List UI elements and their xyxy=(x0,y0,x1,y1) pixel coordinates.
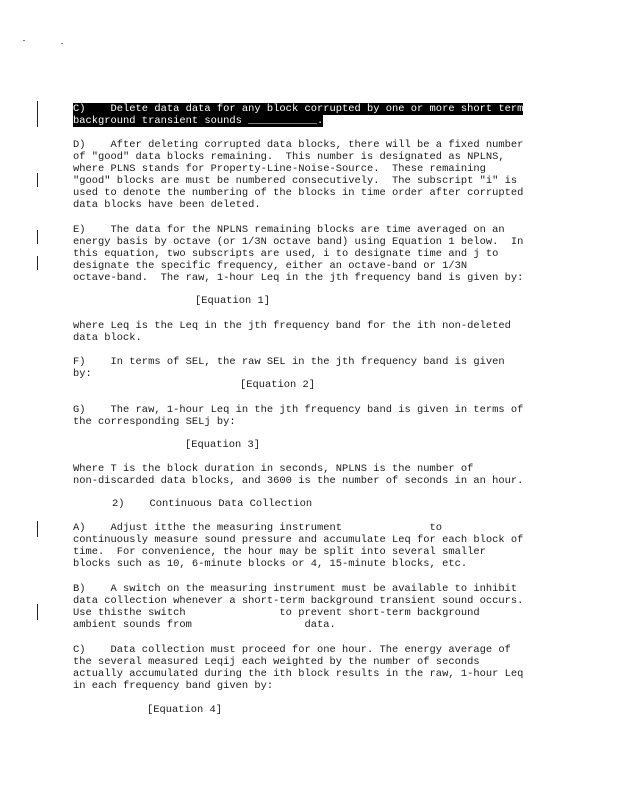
equation-2-placeholder: [Equation 2] xyxy=(240,379,316,391)
paragraph-a-line: continuously measure sound pressure and accumulate Leq for each block of xyxy=(73,534,524,546)
paragraph-b-line: ambient sounds from data. xyxy=(73,619,336,631)
paragraph-b-line: data collection whenever a short-term background transient sound occurs. xyxy=(73,595,524,607)
paragraph-a-line: time. For convenience, the hour may be split into several smaller xyxy=(73,546,486,558)
paragraph-f-line: by: xyxy=(73,368,92,380)
where-t-line: non-discarded data blocks, and 3600 is the number of seconds in an hour. xyxy=(73,475,524,487)
paragraph-a-line: A) Adjust itthe the measuring instrument to xyxy=(73,522,443,534)
paragraph-d-line: data blocks have been deleted. xyxy=(73,199,261,211)
paragraph-b-line: Use thisthe switch to prevent short-term background xyxy=(73,607,480,619)
scan-speck xyxy=(61,43,63,44)
paragraph-d-line: where PLNS stands for Property-Line-Noise-Source. These remaining xyxy=(73,163,486,175)
equation-1-placeholder: [Equation 1] xyxy=(195,295,271,307)
where-leq-line: where Leq is the Leq in the jth frequency band for the ith non-deleted xyxy=(73,320,511,332)
where-t-line: Where T is the block duration in seconds, NPLNS is the number of xyxy=(73,463,474,475)
paragraph-c-line: C) Delete data data for any block corrupted by one or more short term xyxy=(73,103,524,115)
paragraph-e-line: octave-band. The raw, 1-hour Leq in the jth frequency band is given by: xyxy=(73,272,524,284)
revision-bar xyxy=(37,230,38,244)
paragraph-e-line: energy basis by octave (or 1/3N octave band) using Equation 1 below. In xyxy=(73,236,524,248)
paragraph-d-line: D) After deleting corrupted data blocks, there will be a fixed number xyxy=(73,139,524,151)
paragraph-d-line: of "good" data blocks remaining. This number is designated as NPLNS, xyxy=(73,151,505,163)
paragraph-c2-line: actually accumulated during the ith block results in the raw, 1-hour Leq xyxy=(73,668,524,680)
paragraph-g-line: the corresponding SELj by: xyxy=(73,416,236,428)
paragraph-c2-line: C) Data collection must proceed for one hour. The energy average of xyxy=(73,644,511,656)
paragraph-c-line: background transient sounds ___________. xyxy=(73,115,324,127)
paragraph-e-line: E) The data for the NPLNS remaining blocks are time averaged on an xyxy=(73,224,505,236)
paragraph-d-line: used to denote the numbering of the blocks in time order after corrupted xyxy=(73,187,524,199)
paragraph-a-line: blocks such as 10, 6-minute blocks or 4, 15-minute blocks, etc. xyxy=(73,558,468,570)
equation-3-placeholder: [Equation 3] xyxy=(185,439,261,451)
where-leq-line: data block. xyxy=(73,332,142,344)
revision-bar xyxy=(37,173,38,187)
paragraph-c2-line: in each frequency band given by: xyxy=(73,680,274,692)
paragraph-f-line: F) In terms of SEL, the raw SEL in the jth frequency band is given xyxy=(73,356,505,368)
revision-bar xyxy=(37,101,38,127)
scan-speck xyxy=(23,40,25,41)
paragraph-b-line: B) A switch on the measuring instrument must be available to inhibit xyxy=(73,583,518,595)
revision-bar xyxy=(37,521,38,537)
equation-4-placeholder: [Equation 4] xyxy=(147,704,223,716)
revision-bar xyxy=(37,256,38,270)
section-2-heading: 2) Continuous Data Collection xyxy=(112,498,313,510)
paragraph-c2-line: the several measured Leqij each weighted by the number of seconds xyxy=(73,656,480,668)
revision-bar xyxy=(37,604,38,620)
paragraph-d-line: "good" blocks are must be numbered consecutively. The subscript "i" is xyxy=(73,175,518,187)
paragraph-e-line: this equation, two subscripts are used, i to designate time and j to xyxy=(73,248,499,260)
paragraph-e-line: designate the specific frequency, either an octave-band or 1/3N xyxy=(73,260,468,272)
paragraph-g-line: G) The raw, 1-hour Leq in the jth frequency band is given in terms of xyxy=(73,404,524,416)
